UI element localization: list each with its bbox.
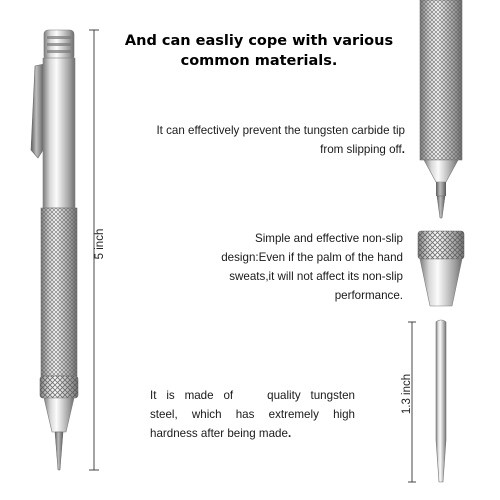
- overall-length-dimension: [89, 30, 99, 470]
- feature-material-text-a: It is made of: [150, 389, 234, 402]
- carbide-tip-icon: [436, 320, 446, 482]
- detail-collar-closeup: [418, 231, 464, 306]
- headline-line-2: common materials.: [180, 53, 338, 69]
- feature-material-end: .: [287, 427, 292, 440]
- feature-non-slip-text: Simple and effective non-slip design:Even if the palm of the hand sweats,it will not affect its non-slip performance.: [221, 232, 403, 302]
- tip-length-dimension: [408, 322, 416, 482]
- knurled-grip-icon: [41, 208, 77, 376]
- pocket-clip-icon: [31, 64, 44, 158]
- feature-tip-grip-text: It can effectively prevent the tungsten carbide tip from slipping off: [156, 124, 405, 156]
- feature-material-text-b: quality tungsten steel, which has extremely high hardness after being made: [150, 389, 355, 440]
- headline-line-1: And can easliy cope with various: [124, 33, 394, 49]
- feature-tip-grip-end: .: [401, 143, 405, 156]
- overall-length-label: 5 inch: [94, 228, 106, 260]
- scriber-pen: [31, 30, 78, 470]
- detail-tip-closeup: [420, 0, 462, 218]
- tip-length-label: 1.3 inch: [401, 373, 413, 415]
